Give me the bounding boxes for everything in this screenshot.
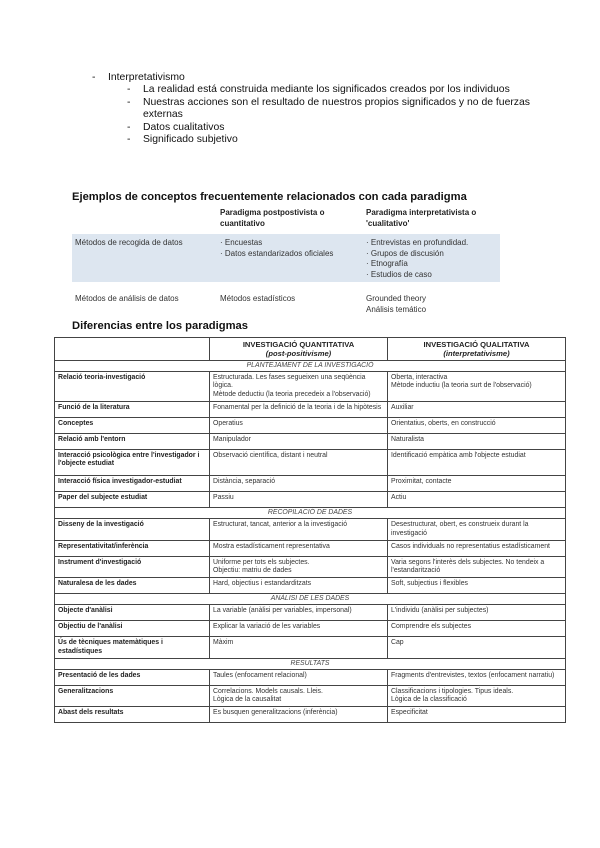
row-label: Naturalesa de les dades (55, 578, 210, 594)
qualitative-cell: Classificacions i tipologies. Tipus ideals. Lògica de la classificació (388, 686, 566, 707)
qualitative-cell: Actiu (388, 492, 566, 508)
differences-table (54, 337, 566, 723)
quantitative-cell: Distància, separació (210, 476, 388, 492)
examples-header-row (72, 206, 500, 234)
differences-table-body (55, 338, 566, 723)
quantitative-cell: Estructurada. Les fases segueixen una seqüència lògica. Mètode deductiu (la teoria precedeix a l'observació) (210, 372, 388, 402)
list-item-text: Datos cualitativos (143, 121, 225, 133)
quant-subtitle: (post-positivisme) (265, 349, 332, 358)
table-row (55, 540, 566, 556)
qualitative-cell: L'individu (anàlisi per subjectes) (388, 605, 566, 621)
table-row (55, 450, 566, 476)
qualitative-cell: Varia segons l'interès dels subjectes. No tendeix a l'estandarització (388, 556, 566, 577)
table-cell: · Entrevistas en profundidad. · Grupos de discusión · Etnografía · Estudios de caso (366, 238, 469, 279)
quantitative-cell: Mostra estadísticament representativa (210, 540, 388, 556)
list-item-text: La realidad está construida mediante los significados creados por los individuos (143, 84, 510, 96)
section-row (55, 658, 566, 669)
quantitative-cell: La variable (anàlisi per variables, impersonal) (210, 605, 388, 621)
quantitative-cell: Uniforme per tots els subjectes. Objectiu: matriu de dades (210, 556, 388, 577)
table-cell: · Encuestas · Datos estandarizados oficiales (220, 238, 334, 258)
row-label: Presentació de les dades (55, 670, 210, 686)
qualitative-cell: Casos individuals no representatius estadísticament (388, 540, 566, 556)
table-row (55, 670, 566, 686)
table-row (55, 492, 566, 508)
quantitative-cell: Estructurat, tancat, anterior a la investigació (210, 519, 388, 540)
table-row (72, 234, 500, 282)
section-title: ANÀLISI DE LES DADES (55, 594, 566, 605)
qualitative-cell: Oberta, interactiva Mètode inductiu (la teoria surt de l'observació) (388, 372, 566, 402)
row-label: Interacció psicològica entre l'investigador i l'objecte estudiat (55, 450, 210, 476)
header-cell-empty (55, 338, 210, 361)
header-cell (72, 206, 217, 234)
row-label: Generalitzacions (55, 686, 210, 707)
row-label: Relació amb l'entorn (55, 434, 210, 450)
section-title: RESULTATS (55, 658, 566, 669)
bullet-dash: - (92, 72, 96, 83)
header-cell-quantitative (210, 338, 388, 361)
row-label: Métodos de análisis de datos (75, 294, 179, 303)
list-item (127, 84, 532, 96)
quantitative-cell: Màxim (210, 637, 388, 658)
table-row (55, 476, 566, 492)
table-row (55, 418, 566, 434)
row-label: Abast dels resultats (55, 707, 210, 723)
row-label: Métodos de recogida de datos (75, 238, 183, 247)
quantitative-cell: Passiu (210, 492, 388, 508)
interpretativismo-list (92, 72, 532, 146)
bullet-dash: - (127, 84, 131, 96)
qual-title: INVESTIGACIÓ QUALITATIVA (423, 340, 530, 349)
bullet-dash: - (127, 121, 131, 133)
list-item (127, 97, 532, 122)
qualitative-cell: Identificació empàtica amb l'objecte estudiat (388, 450, 566, 476)
section-title: PLANTEJAMENT DE LA INVESTIGACIÓ (55, 361, 566, 372)
header-cell-qualitative (388, 338, 566, 361)
qualitative-cell: Comprendre els subjectes (388, 621, 566, 637)
quantitative-cell: Observació científica, distant i neutral (210, 450, 388, 476)
quant-title: INVESTIGACIÓ QUANTITATIVA (242, 340, 355, 349)
quantitative-cell: Correlacions. Models causals. Lleis. Lògica de la causalitat (210, 686, 388, 707)
table-row (55, 605, 566, 621)
quantitative-cell: Fonamental per la definició de la teoria i de la hipòtesis (210, 402, 388, 418)
differences-heading: Diferencias entre los paradigmas (72, 320, 248, 332)
table-row (55, 372, 566, 402)
qualitative-cell: Cap (388, 637, 566, 658)
row-label: Funció de la literatura (55, 402, 210, 418)
table-header-row (55, 338, 566, 361)
header-cell: Paradigma interpretativista o 'cualitativo' (366, 208, 477, 228)
examples-table (72, 206, 500, 312)
quantitative-cell: Manipulador (210, 434, 388, 450)
list-heading: Interpretativismo (108, 72, 185, 83)
row-label: Relació teoria-investigació (55, 372, 210, 402)
row-label: Representativitat/inferència (55, 540, 210, 556)
qualitative-cell: Proximitat, contacte (388, 476, 566, 492)
quantitative-cell: Operatius (210, 418, 388, 434)
quantitative-cell: Explicar la variació de les variables (210, 621, 388, 637)
table-row (55, 519, 566, 540)
qualitative-cell: Desestructurat, obert, es construeix durant la investigació (388, 519, 566, 540)
list-item (127, 122, 532, 134)
list-item-text: Significado subjetivo (143, 134, 238, 146)
qualitative-cell: Soft, subjectius i flexibles (388, 578, 566, 594)
qualitative-cell: Auxiliar (388, 402, 566, 418)
list-item (92, 72, 532, 84)
table-row (55, 556, 566, 577)
examples-heading: Ejemplos de conceptos frecuentemente relacionados con cada paradigma (72, 191, 467, 203)
table-row (55, 434, 566, 450)
sub-list (127, 84, 532, 146)
quantitative-cell: Es busquen generalitzacions (inferència) (210, 707, 388, 723)
list-item-text: Nuestras acciones son el resultado de nuestros propios significados y no de fuerzas externas (143, 96, 530, 121)
table-row (55, 637, 566, 658)
list-item (127, 134, 532, 146)
row-label: Paper del subjecte estudiat (55, 492, 210, 508)
row-label: Conceptes (55, 418, 210, 434)
qualitative-cell: Especificitat (388, 707, 566, 723)
quantitative-cell: Taules (enfocament relacional) (210, 670, 388, 686)
table-cell: Métodos estadísticos (220, 294, 296, 303)
qualitative-cell: Orientatius, oberts, en construcció (388, 418, 566, 434)
quantitative-cell: Hard, objectius i estandarditzats (210, 578, 388, 594)
row-label: Disseny de la investigació (55, 519, 210, 540)
table-row (55, 707, 566, 723)
section-row (55, 594, 566, 605)
section-row (55, 508, 566, 519)
row-label: Objectiu de l'anàlisi (55, 621, 210, 637)
section-title: RECOPILACIÓ DE DADES (55, 508, 566, 519)
row-label: Interacció física investigador-estudiat (55, 476, 210, 492)
table-row (55, 578, 566, 594)
table-row (55, 686, 566, 707)
table-row (55, 402, 566, 418)
bullet-dash: - (127, 134, 131, 146)
row-label: Ús de tècniques matemàtiques i estadístiques (55, 637, 210, 658)
row-label: Instrument d'investigació (55, 556, 210, 577)
table-row (72, 282, 500, 312)
row-label: Objecte d'anàlisi (55, 605, 210, 621)
qual-subtitle: (interpretativisme) (443, 349, 510, 358)
table-row (55, 621, 566, 637)
table-cell: Grounded theory Análisis temático (366, 294, 427, 314)
qualitative-cell: Fragments d'entrevistes, textos (enfocament narratiu) (388, 670, 566, 686)
bullet-dash: - (127, 96, 131, 108)
header-cell: Paradigma postpostivista o cuantitativo (220, 208, 325, 228)
qualitative-cell: Naturalista (388, 434, 566, 450)
section-row (55, 361, 566, 372)
